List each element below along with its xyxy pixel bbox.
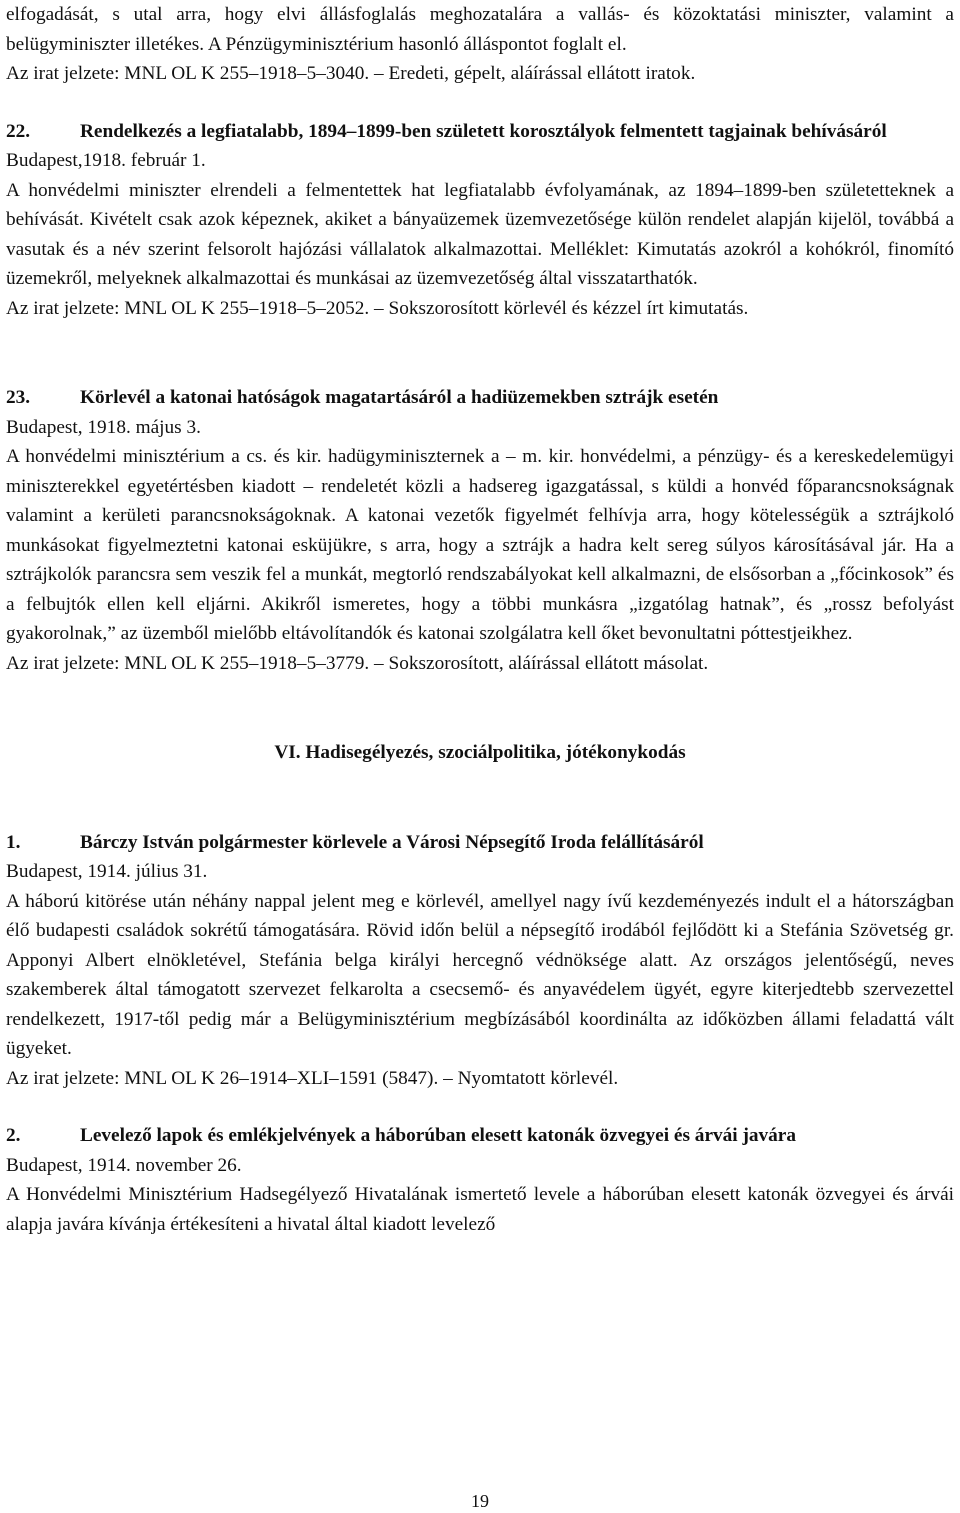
entry-title: Bárczy István polgármester körlevele a Városi Népsegítő Iroda felállításáról — [80, 831, 704, 853]
entry-date: Budapest, 1914. július 31. — [6, 861, 208, 882]
entry-summary: A háború kitörése után néhány nappal jelent meg e körlevél, amellyel nagy ívű kezdeményezés indult el a hátországban élő budapesti családok sokrétű támogatására. Rövid időn belül a népsegítő irodából fejlődött ki a Stefánia Szövetség gr. Apponyi Albert elnökletével, Stefánia belga királyi hercegnő védnöksége alatt. Az országos jelentőségű, neves szakemberek által támogatott szervezet felkarolta a csecsemő- és anyavédelem ügyét, egyre kiterjedtebb szervezettel rendelkezett, 1917-től pedig már a Belügyminisztérium megbízásából koordinálta az időközben állami feladattá vált ügyeket. — [6, 890, 954, 1059]
entry-heading — [6, 117, 954, 147]
entry-date: Budapest,1918. február 1. — [6, 150, 206, 171]
document-entry-2 — [6, 1121, 954, 1239]
entry-heading — [6, 828, 954, 858]
entry-title: Levelező lapok és emlékjelvények a háborúban elesett katonák özvegyei és árvái javára — [80, 1125, 796, 1146]
archive-reference: Az irat jelzete: MNL OL K 26–1914–XLI–1591 (5847). – Nyomtatott körlevél. — [6, 1067, 619, 1089]
entry-number: 2. — [6, 1125, 21, 1146]
continued-paragraph: elfogadását, s utal arra, hogy elvi állásfoglalás meghozatalára a vallás- és közoktatási miniszter, valamint a belügyminiszter illetékes. A Pénzügyminisztérium hasonló álláspontot foglalt el. — [6, 4, 954, 55]
document-entry-1 — [6, 828, 954, 1094]
entry-summary: A honvédelmi miniszter elrendeli a felmentettek hat legfiatalabb évfolyamának, az 1894–1899-ben születetteknek a behívását. Kivételt csak azok képeznek, akiket a bányaüzemek üzemvezetősége külön rendelet alapján kijelöl, továbbá a vasutak és a név szerint felsorolt hajózási vállalatok alkalmazottai. Melléklet: Kimutatás azokról a kohókról, finomító üzemekről, melyeknek alkalmazottai és munkásai az üzemvezetőség által visszatarthatók. — [6, 179, 954, 289]
archive-reference: Az irat jelzete: MNL OL K 255–1918–5–2052. – Sokszorosított körlevél és kézzel írt kimutatás. — [6, 297, 749, 319]
document-entry-22 — [6, 117, 954, 324]
document-entry-23 — [6, 383, 954, 678]
entry-summary: A honvédelmi minisztérium a cs. és kir. hadügyminiszternek a – m. kir. honvédelmi, a pénzügy- és a kereskedelemügyi miniszterekkel egyetértésben kiadott – rendeletét közli a hadsereg igazgatással, s küldi a honvéd főparancsnokságnak valamint a kerületi parancsnokságoknak. A katonai vezetők figyelmét felhívja arra, hogy kötelességük a sztrájkoló munkásokat figyelmeztetni katonai esküjükre, s arra, hogy a sztrájk a hadra kelt sereg súlyos károsításával jár. Ha a sztrájkolók parancsra sem veszik fel a munkát, megtorló rendszabályokat kell alkalmazni, de elsősorban a „főcinkosok” és a felbujtók ellen kell eljárni. Akikről ismeretes, hogy a többi munkásra „izgatólag hatnak”, és „rossz befolyást gyakorolnak,” az üzemből mielőbb eltávolítandók és katonai szolgálatra kell őket bevonultatni póttestjeikhez. — [6, 446, 954, 644]
archive-reference: Az irat jelzete: MNL OL K 255–1918–5–3040. – Eredeti, gépelt, aláírással ellátott iratok. — [6, 63, 696, 84]
entry-date: Budapest, 1914. november 26. — [6, 1154, 242, 1176]
archive-reference: Az irat jelzete: MNL OL K 255–1918–5–3779. – Sokszorosított, aláírással ellátott másolat. — [6, 652, 709, 674]
entry-heading — [6, 383, 954, 413]
entry-title: Rendelkezés a legfiatalabb, 1894–1899-ben született korosztályok felmentett tagjainak behívásáról — [80, 120, 887, 142]
document-page — [6, 0, 954, 1239]
entry-title: Körlevél a katonai hatóságok magatartásáról a hadiüzemekben sztrájk esetén — [80, 387, 719, 408]
entry-number: 22. — [6, 120, 31, 142]
entry-number: 1. — [6, 831, 21, 853]
page-number: 19 — [471, 1491, 489, 1511]
entry-heading — [6, 1121, 954, 1151]
entry-date: Budapest, 1918. május 3. — [6, 416, 201, 438]
entry-number: 23. — [6, 387, 31, 408]
chapter-heading: VI. Hadisegélyezés, szociálpolitika, jótékonykodás — [274, 742, 686, 763]
entry-summary: A Honvédelmi Minisztérium Hadsegélyező Hivatalának ismertető levele a háborúban elesett katonák özvegyei és árvái alapja javára kívánja értékesíteni a hivatal által kiadott levelező — [6, 1184, 954, 1235]
